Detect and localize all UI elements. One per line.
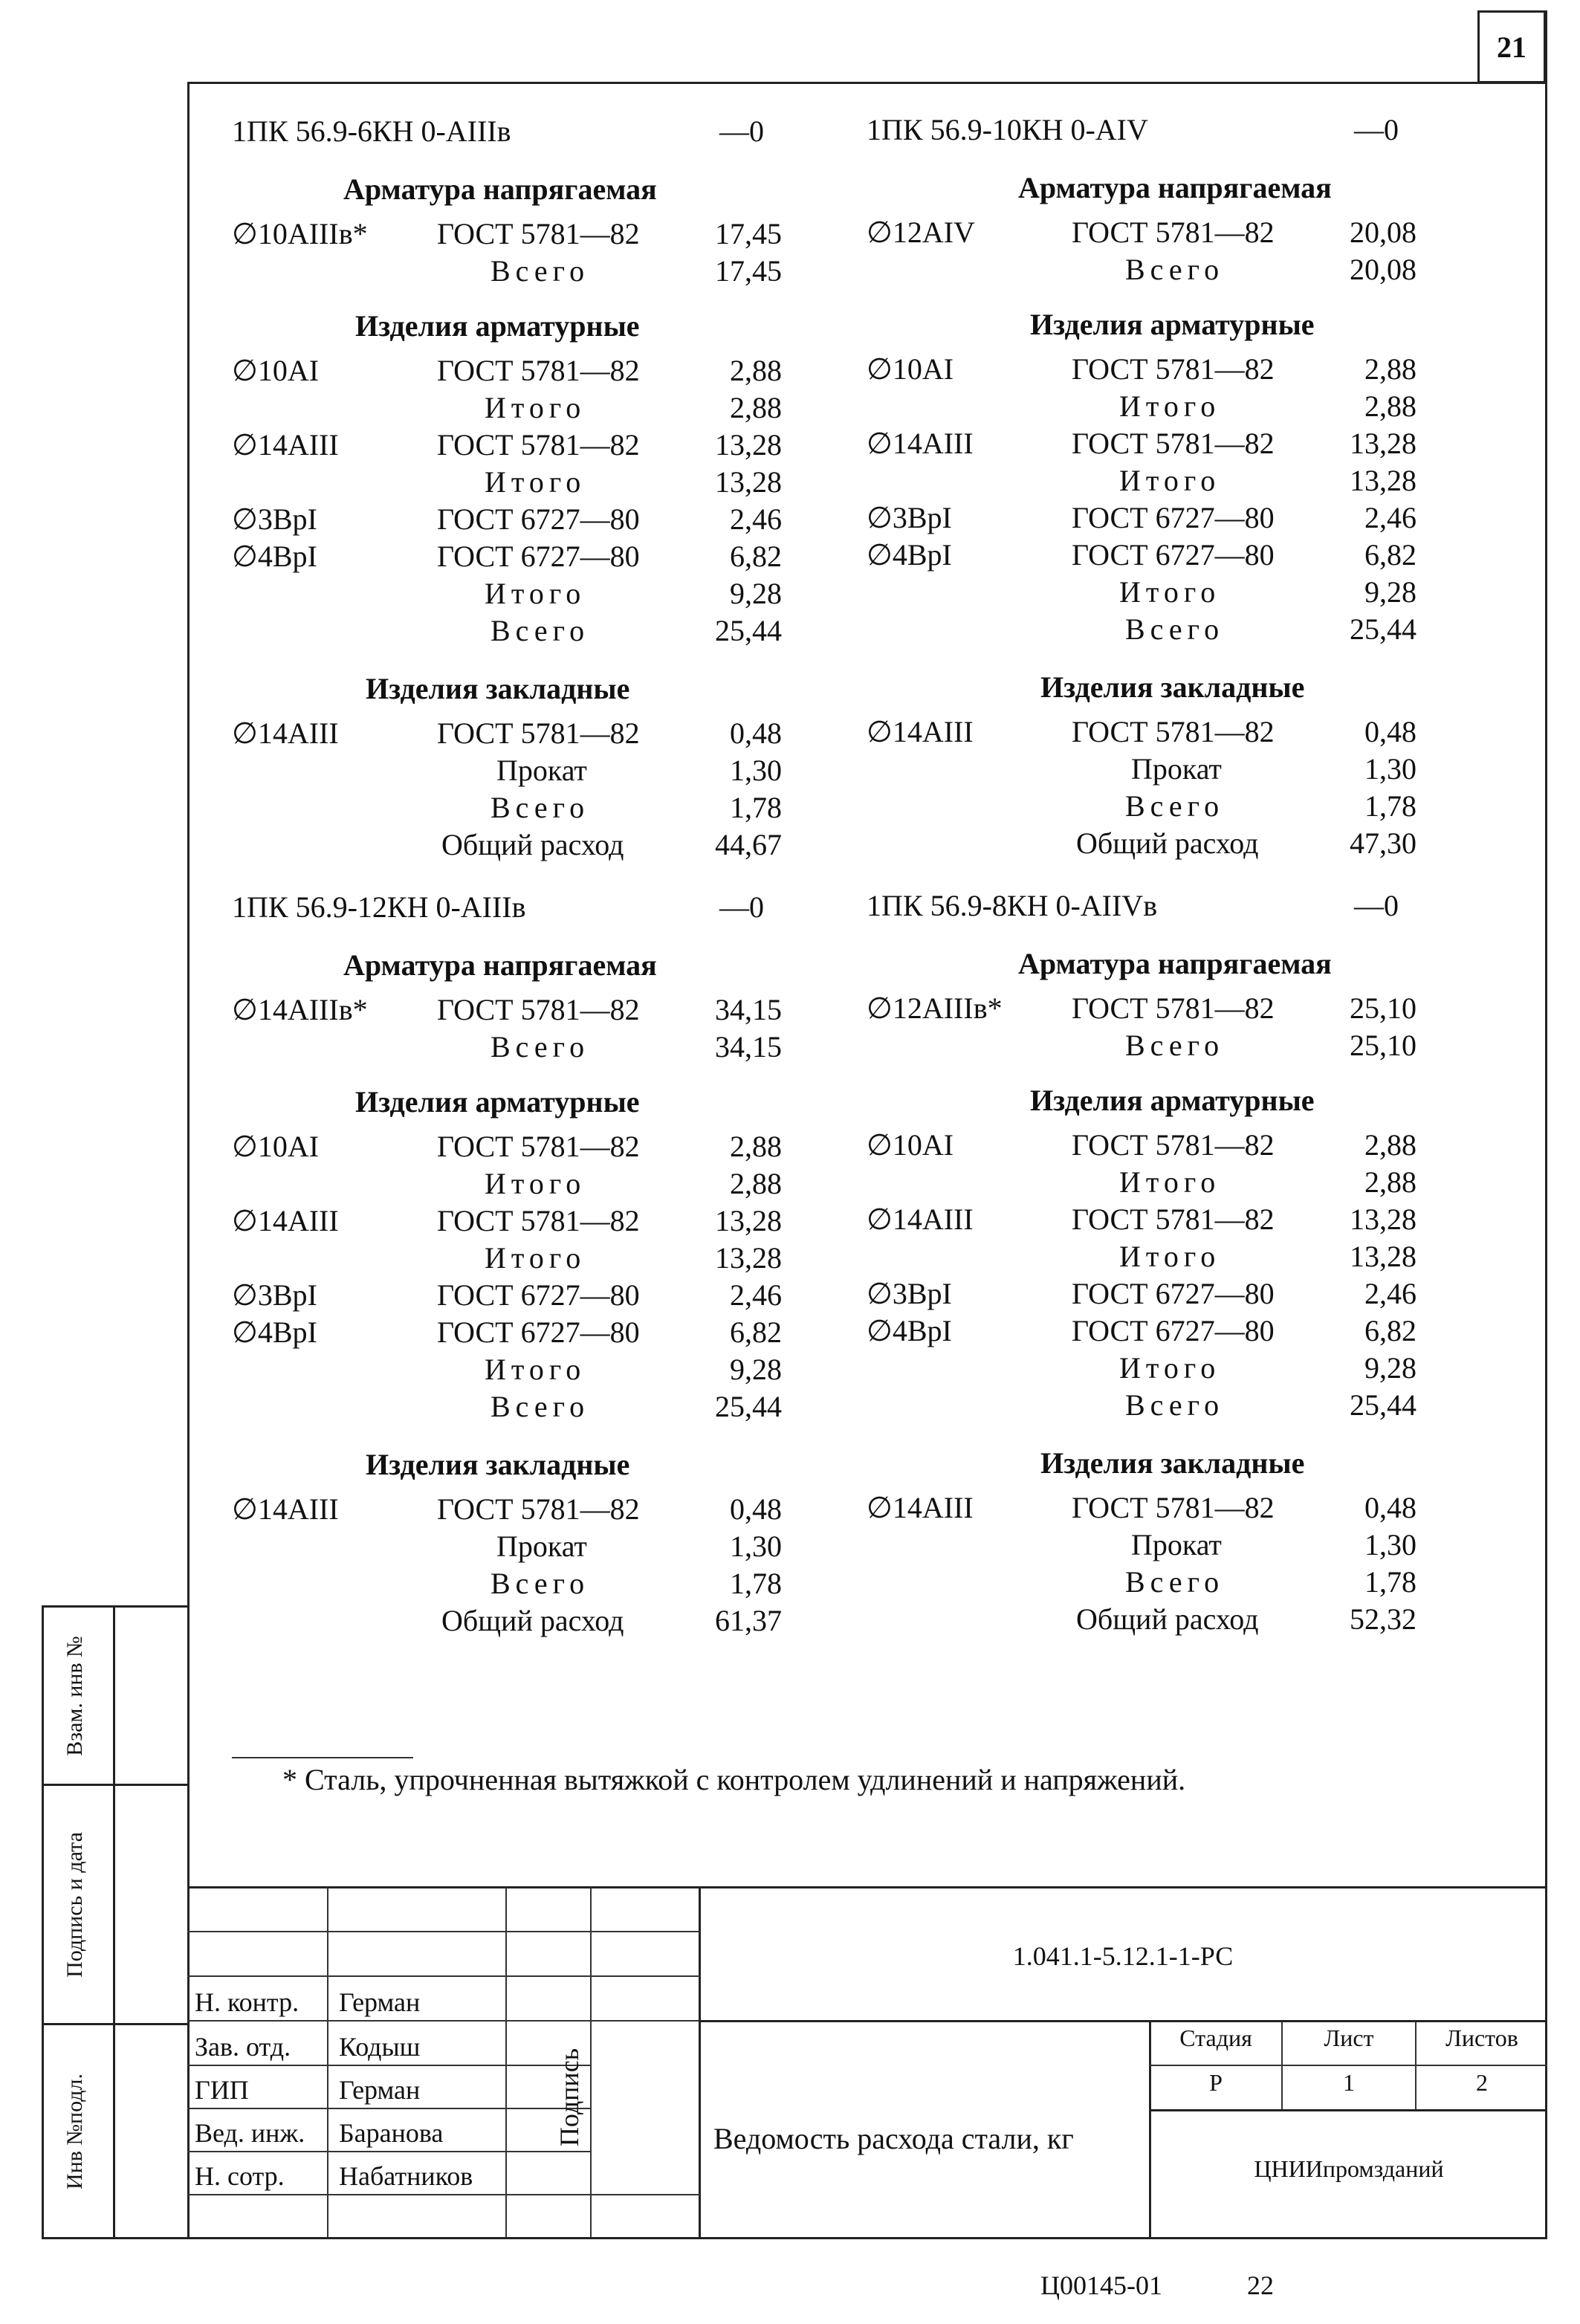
total-value: 1,78 [1364,1565,1417,1599]
subtotal-label: Итого [1119,575,1221,609]
rebar-standard: ГОСТ 5781—82 [1072,216,1275,249]
prokat-label: Прокат [496,754,587,787]
subtotal-value: 13,28 [715,465,782,499]
tb-role-5: Н. сотр. [195,2161,285,2191]
tb-right-h2 [1149,2065,1547,2066]
total-label: Всего [1125,253,1225,286]
organization: ЦНИИпромзданий [1254,2155,1444,2182]
subtotal-label: Итого [485,577,586,610]
grand-total-value: 47,30 [1350,826,1417,860]
footnote-rule [232,1757,413,1758]
subtotal-value: 2,88 [730,391,782,424]
section-title-prestressed: Арматура напрягаемая [343,948,657,982]
footnote: * Сталь, упрочненная вытяжкой с контролем удлинений и напряжений. [282,1763,1186,1796]
subtotal-label: Итого [1119,1240,1221,1273]
tb-h8 [590,2194,700,2195]
total-label: Всего [1125,1388,1225,1422]
total-label: Всего [1125,1565,1225,1599]
rebar-standard: ГОСТ 5781—82 [1072,1203,1275,1236]
block-suffix: —0 [719,890,764,924]
grand-total-label: Общий расход [1076,1602,1259,1636]
tb-role-2: Зав. отд. [195,2032,291,2062]
sheets-label: Листов [1445,2024,1518,2051]
tb-name-4: Баранова [339,2118,444,2148]
total-label: Всего [1125,1029,1225,1062]
rebar-value: 2,88 [730,354,782,387]
prokat-value: 1,30 [730,754,782,787]
subtotal-value: 9,28 [730,577,782,610]
section-title-products: Изделия арматурные [1030,308,1315,341]
rebar-mark: ∅4ВрI [867,538,952,572]
section-title-prestressed: Арматура напрягаемая [343,172,657,206]
doc-code: 1.041.1-5.12.1-1-РС [1012,1941,1234,1971]
rebar-standard: ГОСТ 5781—82 [437,428,640,462]
sheet-title: Ведомость расхода стали, кг [713,2122,1074,2155]
total-value: 20,08 [1350,253,1417,286]
frame-top [187,82,1547,84]
subtotal-value: 2,88 [730,1167,782,1200]
rebar-standard: ГОСТ 5781—82 [1072,715,1275,748]
total-label: Всего [490,254,590,288]
tb-h2 [187,1975,700,1977]
tb-v2 [505,1888,507,2237]
rebar-mark: ∅14АIII [867,1203,974,1236]
rebar-standard: ГОСТ 6727—80 [437,1278,640,1312]
grand-total-value: 61,37 [715,1604,782,1637]
tb-role-3: ГИП [195,2075,249,2105]
sheet-value: 1 [1343,2069,1355,2096]
rebar-standard: ГОСТ 6727—80 [437,540,640,573]
total-value: 25,10 [1350,1029,1417,1062]
tb-name-5: Набатников [339,2161,473,2191]
total-value: 25,44 [715,1390,782,1423]
rebar-mark: ∅14АIII [232,1204,339,1237]
rebar-mark: ∅14АIII [867,427,974,460]
subtotal-value: 9,28 [1364,1351,1417,1385]
total-label: Всего [490,614,590,647]
rebar-mark: ∅4ВрI [867,1314,952,1347]
section-title-products: Изделия арматурные [1030,1084,1315,1117]
rebar-standard: ГОСТ 5781—82 [1072,991,1275,1025]
total-value: 25,44 [715,614,782,647]
rebar-value: 34,15 [715,993,782,1026]
rebar-standard: ГОСТ 5781—82 [437,1204,640,1237]
rebar-standard: ГОСТ 5781—82 [1072,427,1275,460]
frame-bottom [42,2237,1547,2239]
block-title: 1ПК 56.9-10КН 0-АIV [867,113,1148,146]
rebar-value: 6,82 [730,540,782,573]
section-title-prestressed: Арматура напрягаемая [1018,171,1332,204]
rebar-mark: ∅12АIIIв* [867,991,1003,1025]
subtotal-label: Итого [485,1353,586,1386]
subtotal-value: 2,88 [1364,389,1417,423]
block-title: 1ПК 56.9-6КН 0-АIIIв [232,114,511,148]
subtotal-value: 13,28 [1350,1240,1417,1273]
section-title-embedded: Изделия закладные [366,672,630,705]
rebar-mark: ∅14АIII [867,715,974,748]
bottom-number: 22 [1247,2270,1274,2300]
rebar-mark: ∅14АIII [232,428,339,462]
subtotal-value: 9,28 [730,1353,782,1386]
subtotal-label: Итого [1119,389,1221,423]
rebar-value: 2,88 [1364,1128,1417,1162]
subtotal-value: 13,28 [715,1241,782,1275]
tb-h1 [187,1931,700,1932]
rebar-value: 0,48 [1364,715,1417,748]
sheet-label: Лист [1324,2024,1374,2051]
signature-label: Подпись [554,2048,584,2147]
prokat-value: 1,30 [730,1530,782,1563]
total-value: 1,78 [730,1567,782,1600]
total-label: Всего [1125,612,1225,646]
subtotal-label: Итого [485,465,586,499]
rebar-mark: ∅10АI [867,352,954,386]
rebar-standard: ГОСТ 5781—82 [437,993,640,1026]
rebar-value: 2,46 [1364,501,1417,534]
rebar-value: 20,08 [1350,216,1417,249]
rebar-mark: ∅4ВрI [232,540,317,573]
block-suffix: —0 [1354,889,1399,922]
total-value: 17,45 [715,254,782,288]
rebar-standard: ГОСТ 5781—82 [437,1492,640,1526]
rebar-value: 13,28 [1350,1203,1417,1236]
tb-v3 [590,1888,592,2237]
rebar-value: 13,28 [715,1204,782,1237]
grand-total-value: 52,32 [1350,1602,1417,1636]
total-value: 25,44 [1350,612,1417,646]
section-title-products: Изделия арматурные [355,309,640,343]
rebar-value: 0,48 [730,1492,782,1526]
rebar-value: 13,28 [715,428,782,462]
frame-right [1545,10,1547,2239]
tb-role-4: Вед. инж. [195,2118,305,2148]
tb-name-1: Герман [339,1987,421,2017]
rebar-value: 2,46 [1364,1277,1417,1310]
subtotal-label: Итого [485,391,586,424]
prokat-label: Прокат [496,1530,587,1563]
side-strip-outer [42,1605,44,2237]
grand-total-label: Общий расход [1076,826,1259,860]
total-value: 1,78 [730,791,782,824]
frame-left [187,83,190,2239]
rebar-standard: ГОСТ 6727—80 [437,1315,640,1349]
tb-v1 [327,1888,328,2237]
rebar-mark: ∅3ВрI [232,502,317,536]
rebar-standard: ГОСТ 6727—80 [437,502,640,536]
rebar-mark: ∅3ВрI [867,501,952,534]
rebar-value: 6,82 [1364,1314,1417,1347]
total-label: Всего [1125,789,1225,823]
rebar-standard: ГОСТ 6727—80 [1072,501,1275,534]
subtotal-label: Итого [1119,1165,1221,1199]
grand-total-label: Общий расход [441,828,624,861]
page-number: 21 [1477,10,1546,83]
side-label-vzam: Взам. инв № [62,1636,87,1756]
section-title-products: Изделия арматурные [355,1085,640,1119]
rebar-standard: ГОСТ 5781—82 [437,217,640,250]
rebar-standard: ГОСТ 5781—82 [1072,1128,1275,1162]
total-label: Всего [490,1567,590,1600]
rebar-standard: ГОСТ 6727—80 [1072,538,1275,572]
prokat-value: 1,30 [1364,1528,1417,1561]
subtotal-label: Итого [485,1241,586,1275]
rebar-value: 17,45 [715,217,782,250]
section-title-embedded: Изделия закладные [1040,1446,1305,1480]
rebar-mark: ∅14АIII [867,1491,974,1524]
rebar-standard: ГОСТ 5781—82 [437,354,640,387]
tb-right-v1 [1149,2022,1151,2237]
section-title-prestressed: Арматура напрягаемая [1018,947,1332,980]
total-label: Всего [490,791,590,824]
rebar-mark: ∅4ВрI [232,1315,317,1349]
rebar-mark: ∅14АIII [232,1492,339,1526]
subtotal-value: 9,28 [1364,575,1417,609]
rebar-value: 0,48 [1364,1491,1417,1524]
block-title: 1ПК 56.9-12КН 0-АIIIв [232,890,526,924]
block-title: 1ПК 56.9-8КН 0-АIIVв [867,889,1158,922]
rebar-value: 6,82 [1364,538,1417,572]
rebar-standard: ГОСТ 6727—80 [1072,1277,1275,1310]
rebar-value: 2,88 [730,1130,782,1163]
total-value: 34,15 [715,1030,782,1064]
tb-right-h3 [1149,2109,1547,2111]
rebar-mark: ∅10АI [232,1130,320,1163]
rebar-mark: ∅14АIII [232,716,339,750]
rebar-mark: ∅10АI [232,354,320,387]
rebar-value: 2,46 [730,502,782,536]
total-label: Всего [490,1390,590,1423]
rebar-value: 0,48 [730,716,782,750]
block-suffix: —0 [719,114,764,148]
total-value: 1,78 [1364,789,1417,823]
side-strip-inner [113,1605,115,2237]
prokat-label: Прокат [1131,1528,1222,1561]
stage-value: Р [1209,2069,1223,2096]
rebar-mark: ∅3ВрI [867,1277,952,1310]
stage-label: Стадия [1179,2024,1252,2051]
prokat-label: Прокат [1131,752,1222,786]
tb-right-h1 [699,2020,1547,2022]
block-suffix: —0 [1354,113,1399,146]
grand-total-label: Общий расход [441,1604,624,1637]
section-title-embedded: Изделия закладные [366,1448,630,1481]
total-value: 25,44 [1350,1388,1417,1422]
rebar-standard: ГОСТ 5781—82 [437,1130,640,1163]
subtotal-label: Итого [1119,1351,1221,1385]
tb-name-3: Герман [339,2075,421,2105]
rebar-mark: ∅14АIIIв* [232,993,368,1026]
grand-total-value: 44,67 [715,828,782,861]
subtotal-value: 13,28 [1350,464,1417,497]
tb-role-1: Н. контр. [195,1987,300,2017]
rebar-value: 6,82 [730,1315,782,1349]
rebar-value: 25,10 [1350,991,1417,1025]
rebar-value: 13,28 [1350,427,1417,460]
rebar-standard: ГОСТ 5781—82 [437,716,640,750]
tb-name-2: Кодыш [339,2032,421,2062]
tb-top [187,1886,1547,1888]
side-label-podpis-data: Подпись и дата [62,1832,87,1978]
section-title-embedded: Изделия закладные [1040,670,1305,704]
prokat-value: 1,30 [1364,752,1417,786]
total-label: Всего [490,1030,590,1064]
bottom-code: Ц00145-01 [1040,2270,1162,2300]
rebar-value: 2,46 [730,1278,782,1312]
rebar-mark: ∅10АI [867,1128,954,1162]
subtotal-label: Итого [1119,464,1221,497]
rebar-standard: ГОСТ 5781—82 [1072,352,1275,386]
rebar-mark: ∅10АIIIв* [232,217,368,250]
side-label-inv-podl: Инв №подл. [62,2074,87,2189]
rebar-standard: ГОСТ 6727—80 [1072,1314,1275,1347]
subtotal-value: 2,88 [1364,1165,1417,1199]
subtotal-label: Итого [485,1167,586,1200]
rebar-mark: ∅3ВрI [232,1278,317,1312]
rebar-standard: ГОСТ 5781—82 [1072,1491,1275,1524]
sheets-value: 2 [1476,2069,1488,2096]
rebar-mark: ∅12АIV [867,216,975,249]
rebar-value: 2,88 [1364,352,1417,386]
